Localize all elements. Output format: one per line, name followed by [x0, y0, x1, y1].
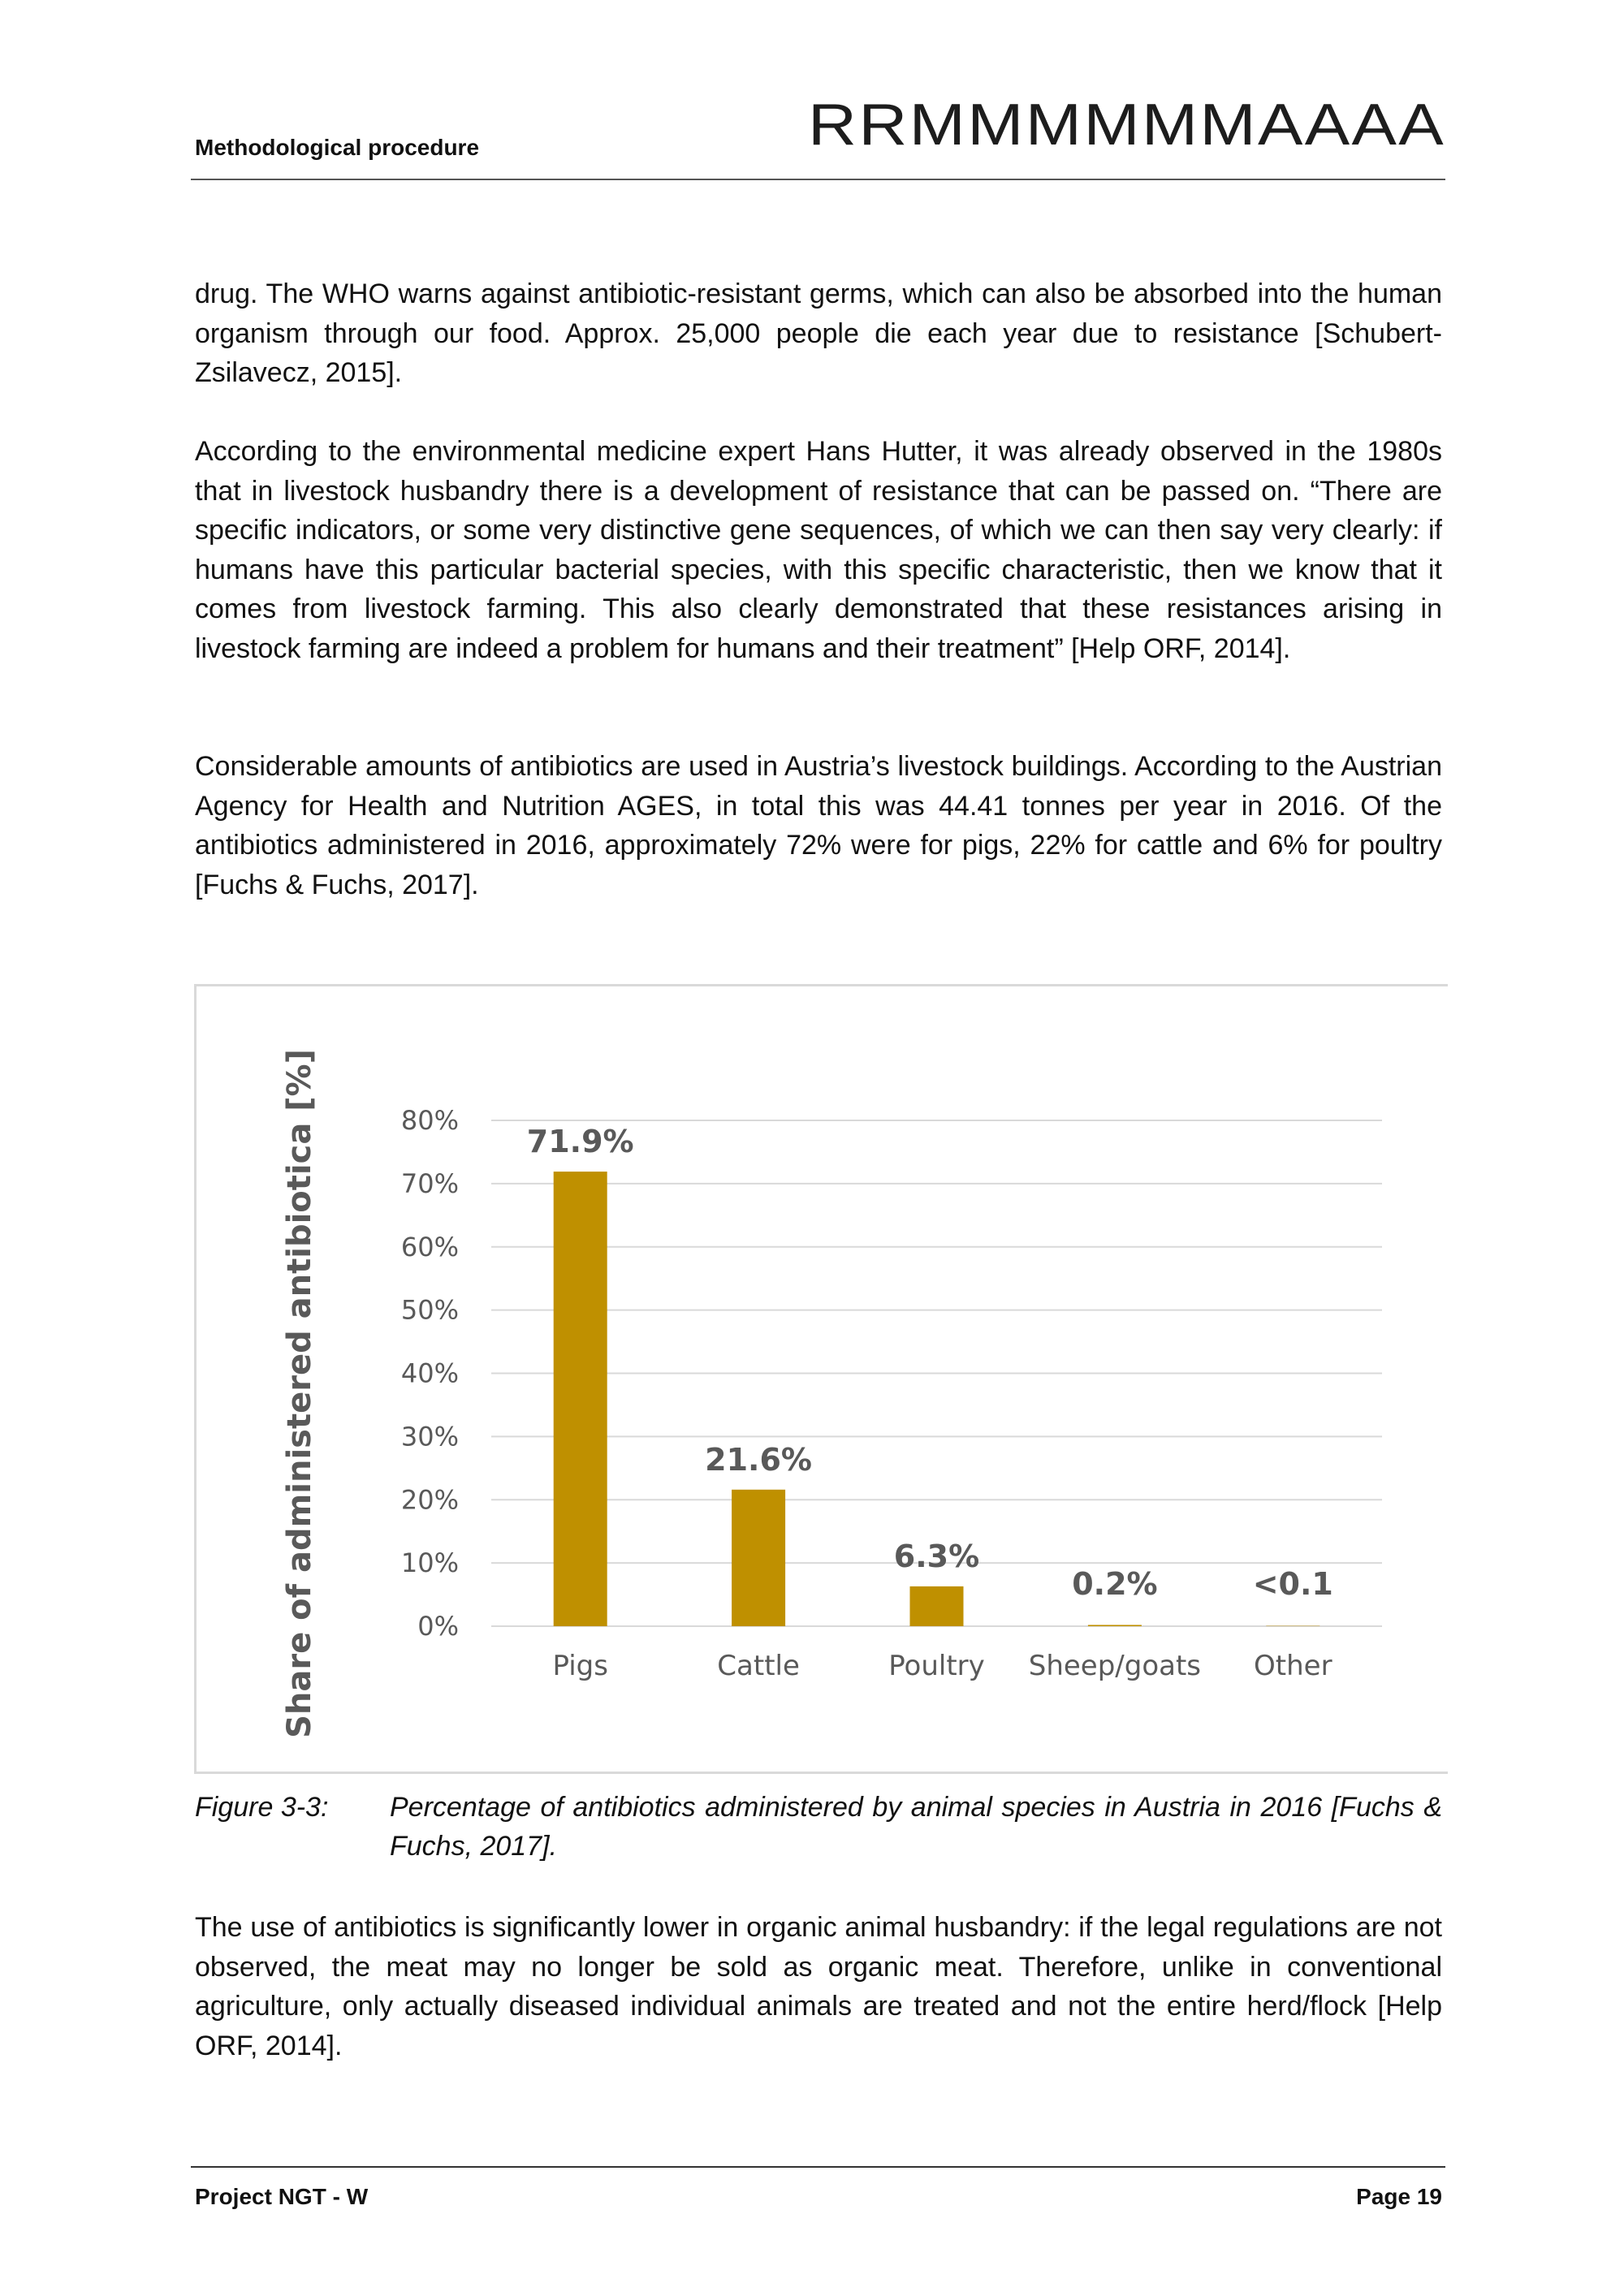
body-paragraph-3: Considerable amounts of antibiotics are used in Austria’s livestock buildings. According to the Austrian Agency for Health and Nutrition AGES, in total this was 44.41 tonnes per year in 2016. Of the antibiotics administered in 2016, approximately 72% were for pigs, 22% for cattle and 6% for poultry [Fuchs & Fuchs, 2017]. [195, 751, 1442, 900]
bar-poultry [910, 1586, 964, 1626]
brand-logo [808, 94, 1449, 156]
x-tick-label: Pigs [552, 1650, 608, 1682]
chart-frame [194, 984, 1448, 1774]
bar-sheep-goats [1088, 1625, 1142, 1626]
antibiotics-bar-chart [197, 986, 1450, 1776]
body-paragraph-4: The use of antibiotics is significantly lower in organic animal husbandry: if the legal regulations are not observed, the meat may no longer be sold as organic meat. Therefore, unlike in conventional agriculture, only actually diseased individual animals are treated and not the entire herd/flock [Help ORF, 2014]. [195, 1912, 1442, 2061]
y-tick-label: 80% [400, 1105, 459, 1136]
body-paragraph-1: drug. The WHO warns against antibiotic-resistant germs, which can also be absorbed into the human organism through our food. Approx. 25,000 people die each year due to resistance [Schubert-Zsilavecz, 2015]. [195, 278, 1442, 388]
footer-divider [191, 2166, 1445, 2168]
figure-caption: Percentage of antibiotics administered by animal species in Austria in 2016 [Fuchs & Fuchs, 2017]. [390, 1792, 1442, 1862]
y-tick-label: 0% [417, 1611, 459, 1642]
y-tick-label: 40% [400, 1357, 459, 1389]
y-tick-label: 20% [400, 1484, 459, 1516]
data-label: 6.3% [893, 1538, 980, 1574]
y-tick-label: 70% [400, 1167, 459, 1199]
footer-page-number: Page 19 [1356, 2184, 1442, 2209]
running-header-title: Methodological procedure [195, 135, 480, 160]
y-axis-title: Share of administered antibiotica [%] [281, 1049, 318, 1738]
data-label: <0.1 [1252, 1566, 1333, 1603]
data-label: 21.6% [705, 1441, 813, 1478]
y-tick-label: 60% [400, 1231, 459, 1262]
figure-label: Figure 3-3: [195, 1792, 329, 1823]
data-label: 71.9% [526, 1124, 634, 1160]
x-tick-label: Sheep/goats [1028, 1650, 1202, 1682]
y-tick-label: 10% [400, 1547, 459, 1579]
body-paragraph-2: According to the environmental medicine expert Hans Hutter, it was already observed in the 1980s that in livestock husbandry there is a development of resistance that can be passed on. “There are specific indicators, or some very distinctive gene sequences, of which we can then say very clearly: if humans have this particular bacterial species, with this specific characteristic, then we know that it comes from livestock farming. This also clearly demonstrated that these resistances arising in livestock farming are indeed a problem for humans and their treatment” [Help ORF, 2014]. [195, 436, 1442, 664]
footer-project: Project NGT - W [195, 2184, 369, 2209]
logo-text: RRMMMMMMAAAA [808, 94, 1445, 156]
x-tick-label: Other [1254, 1650, 1332, 1682]
y-tick-label: 30% [400, 1421, 459, 1452]
bar-pigs [554, 1172, 607, 1626]
header-divider [191, 179, 1445, 180]
x-tick-label: Cattle [717, 1650, 800, 1682]
x-tick-label: Poultry [888, 1650, 985, 1682]
bar-cattle [732, 1490, 785, 1626]
y-tick-label: 50% [400, 1294, 459, 1326]
data-label: 0.2% [1072, 1566, 1158, 1603]
